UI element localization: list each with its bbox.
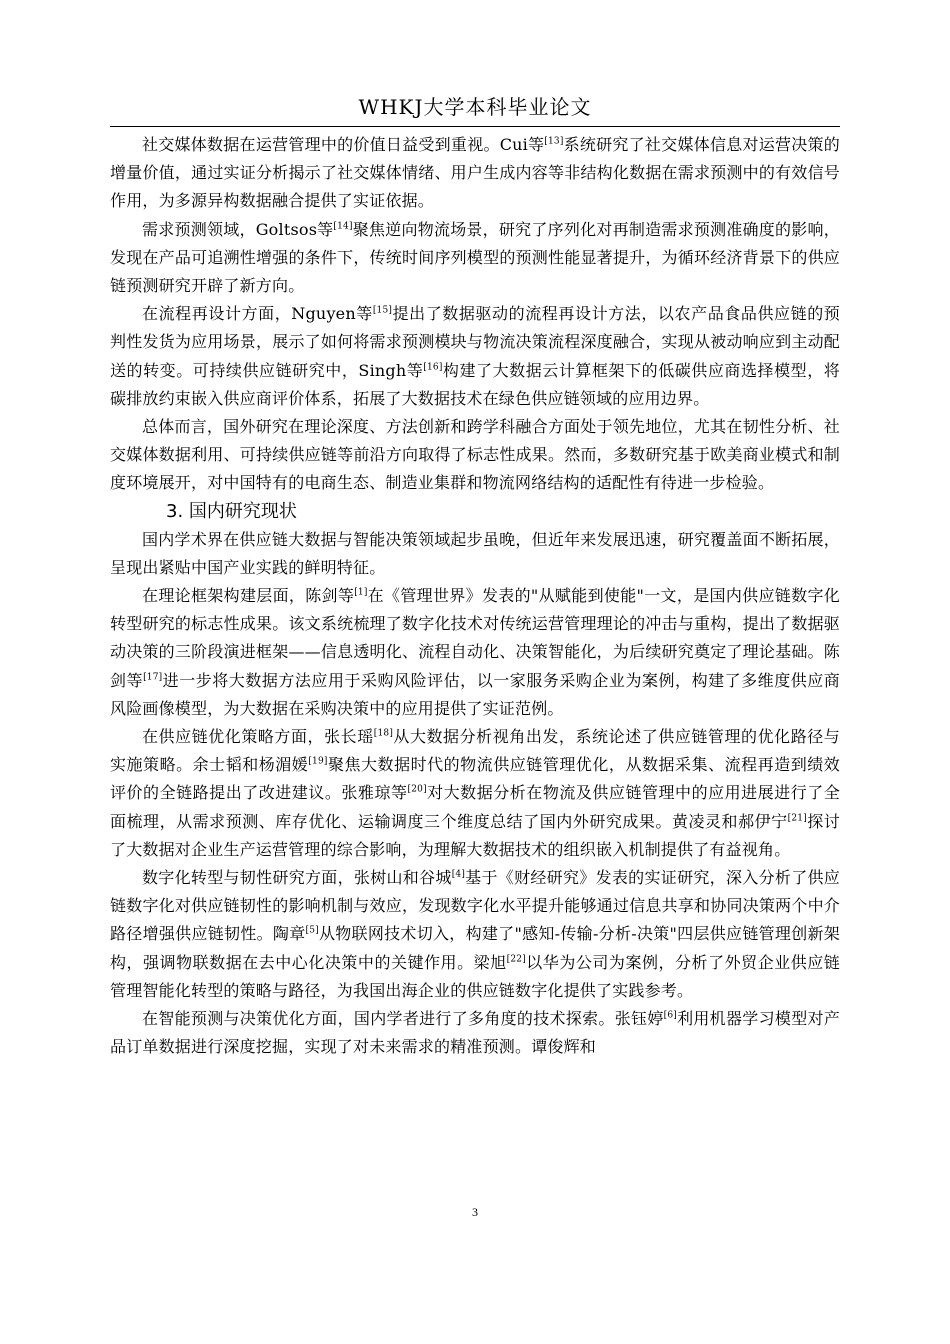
paragraph-text: 聚焦逆向物流场景，研究了序列化对再制造需求预测准确度的影响，发现在产品可追溯性增强的条件下，传统时间序列模型的预测性能显著提升，为循环经济背景下的供应链预测研究开辟了新方向。 — [110, 219, 840, 296]
paragraph-text: 在流程再设计方面，Nguyen等 — [142, 304, 373, 324]
paragraph-text: 基于《财经研究》发表的实证研究，深入分析了供应链数字化对供应链韧性的影响机制与效应，发现数字化水平提升能够通过信息共享和协同决策两个中介路径增强供应链韧性。陶章 — [110, 868, 840, 944]
header-title: WHKJ大学本科毕业论文 — [358, 95, 592, 119]
paragraph-text: 从物联网技术切入，构建了"感知-传输-分析-决策"四层供应链管理创新架构，强调物联数据在去中心化决策中的关键作用。梁旭 — [110, 924, 840, 972]
paragraph — [110, 413, 840, 498]
paragraph-text: 在供应链优化策略方面，张长瑶 — [142, 727, 374, 747]
paragraph-text: 探讨了大数据对企业生产运营管理的综合影响，为理解大数据技术的组织嵌入机制提供了有益视角。 — [110, 811, 840, 859]
paragraph — [110, 300, 840, 413]
paragraph-text: 需求预测领域，Goltsos等 — [142, 219, 334, 239]
paragraph-text: 国内学术界在供应链大数据与智能决策领域起步虽晚，但近年来发展迅速，研究覆盖面不断拓展，呈现出紧贴中国产业实践的鲜明特征。 — [110, 529, 840, 577]
citation-reference: [22] — [506, 954, 526, 965]
paragraph — [110, 723, 840, 864]
paragraph-text: 对大数据分析在物流及供应链管理中的应用进展进行了全面梳理，从需求预测、库存优化、运输调度三个维度总结了国内外研究成果。黄凌灵和郝伊宁 — [110, 783, 840, 831]
citation-reference: [1] — [354, 587, 368, 598]
paragraph-text: 进一步将大数据方法应用于采购风险评估，以一家服务采购企业为案例，构建了多维度供应商风险画像模型，为大数据在采购决策中的应用提供了实证范例。 — [110, 670, 840, 718]
paragraph-text: 在《管理世界》发表的"从赋能到使能"一文，是国内供应链数字化转型研究的标志性成果。该文系统梳理了数字化技术对传统运营管理理论的冲击与重构，提出了数据驱动决策的三阶段演进框架——信息透明化、流程自动化、决策智能化，为后续研究奠定了理论基础。陈剑等 — [110, 586, 840, 690]
paragraph-text: 提出了数据驱动的流程再设计方法，以农产品食品供应链的预判性发货为应用场景，展示了如何将需求预测模块与物流决策流程深度融合，实现从被动响应到主动配送的转变。可持续供应链研究中，Singh等 — [110, 304, 841, 380]
citation-reference: [20] — [407, 785, 427, 796]
citation-reference: [5] — [305, 926, 319, 937]
citation-reference: [13] — [544, 136, 564, 147]
paragraph — [110, 582, 840, 723]
paragraph-text: 数字化转型与韧性研究方面，张树山和谷城 — [142, 868, 452, 888]
paragraph-text: 构建了大数据云计算框架下的低碳供应商选择模型，将碳排放约束嵌入供应商评价体系，拓展了大数据技术在绿色供应链领域的应用边界。 — [110, 360, 840, 408]
citation-reference: [14] — [333, 221, 353, 232]
paragraph — [110, 864, 840, 1005]
paragraph-text: 以华为公司为案例，分析了外贸企业供应链管理智能化转型的策略与路径，为我国出海企业的供应链数字化提供了实践参考。 — [110, 952, 840, 1000]
paragraph-text: 在理论框架构建层面，陈剑等 — [142, 586, 355, 606]
paragraph-text: 系统研究了社交媒体信息对运营决策的增量价值，通过实证分析揭示了社交媒体情绪、用户生成内容等非结构化数据在需求预测中的有效信号作用，为多源异构数据融合提供了实证依据。 — [110, 135, 840, 211]
body-text — [110, 131, 840, 1062]
paragraph-text: 在智能预测与决策优化方面，国内学者进行了多角度的技术探索。张钰婷 — [142, 1009, 664, 1029]
section-heading: 3. 国内研究现状 — [166, 500, 297, 522]
citation-reference: [6] — [663, 1010, 677, 1021]
page-number: 3 — [472, 1205, 478, 1219]
citation-reference: [18] — [373, 728, 394, 739]
paragraph-text: 总体而言，国外研究在理论深度、方法创新和跨学科融合方面处于领先地位，尤其在韧性分析、社交媒体数据利用、可持续供应链等前沿方向取得了标志性成果。然而，多数研究基于欧美商业模式和制度环境展开，对中国特有的电商生态、制造业集群和物流网络结构的适配性有待进一步检验。 — [110, 417, 840, 493]
citation-reference: [15] — [372, 305, 393, 316]
paragraph-text: 聚焦大数据时代的物流供应链管理优化，从数据采集、流程再造到绩效评价的全链路提出了改进建议。张雅琼等 — [110, 755, 840, 803]
citation-reference: [21] — [787, 813, 807, 824]
citation-reference: [4] — [451, 869, 466, 880]
paragraph — [110, 526, 840, 582]
paragraph — [110, 216, 840, 301]
paragraph — [110, 1005, 840, 1061]
paragraph-text: 从大数据分析视角出发，系统论述了供应链管理的优化路径与实施策略。余士韬和杨湄媛 — [110, 727, 840, 775]
paragraph — [110, 131, 840, 216]
page-header — [110, 90, 840, 127]
citation-reference: [17] — [143, 672, 163, 683]
paragraph-text: 社交媒体数据在运营管理中的价值日益受到重视。Cui等 — [142, 135, 545, 154]
citation-reference: [16] — [423, 362, 443, 373]
paragraph-text: 利用机器学习模型对产品订单数据进行深度挖掘，实现了对未来需求的精准预测。谭俊辉和 — [110, 1009, 840, 1057]
citation-reference: [19] — [308, 756, 328, 767]
